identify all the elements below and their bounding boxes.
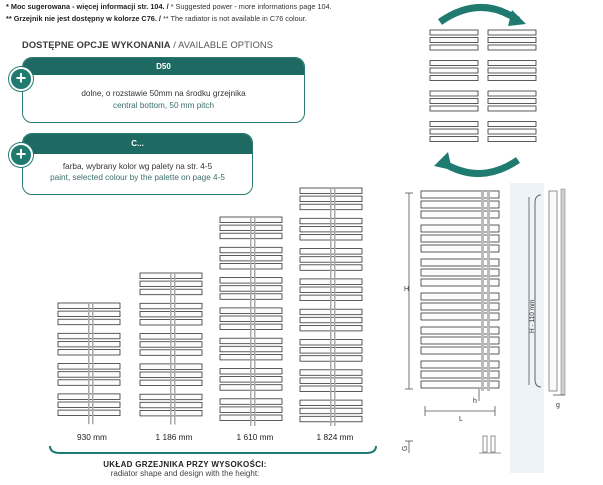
layout-caption-pl: UKŁAD GRZEJNIKA PRZY WYSOKOŚCI: (103, 460, 267, 469)
radiator-collector (174, 273, 176, 425)
rotation-bar-left (430, 91, 478, 96)
rotation-bar-right (488, 68, 536, 73)
note-suggested-power-en: * Suggested power - more informations page 104. (170, 2, 332, 11)
note-colour-availability (6, 14, 307, 23)
rotation-bar-right (488, 129, 536, 134)
options-heading-en: AVAILABLE OPTIONS (178, 40, 274, 50)
heights-bracket (48, 444, 378, 458)
height-label-1824: 1 824 mm (316, 432, 354, 442)
rotation-bar-right (488, 61, 536, 66)
radiator-shape-3 (220, 217, 282, 426)
rotation-bar-left (430, 122, 478, 127)
rotation-bar-right (488, 99, 536, 104)
height-label-1186: 1 186 mm (155, 432, 193, 442)
height-label-1610: 1 610 mm (236, 432, 274, 442)
rotation-bar-left (430, 38, 478, 43)
radiator-collector (254, 217, 256, 426)
radiator-collector (330, 188, 332, 426)
rotation-bar-right (488, 30, 536, 35)
option-description-pl-d50: dolne, o rozstawie 50mm na środku grzejnika (81, 89, 246, 98)
note-suggested-power (6, 2, 332, 11)
rotation-bar-left (430, 106, 478, 111)
radiator-collector (88, 303, 90, 424)
rotation-radiator-bars (430, 30, 536, 142)
options-heading-pl: DOSTĘPNE OPCJE WYKONANIA (22, 40, 171, 50)
radiator-shape-2 (140, 273, 202, 425)
rotation-bar-left (430, 30, 478, 35)
plus-icon[interactable]: + (9, 67, 33, 91)
rotation-bar-right (488, 122, 536, 127)
rotation-bar-left (430, 129, 478, 134)
layout-caption (0, 460, 370, 478)
side-view-panel (549, 191, 557, 391)
option-description-en-d50: central bottom, 50 mm pitch (112, 101, 215, 110)
radiator-collector (334, 188, 336, 426)
rotation-bar-right (488, 76, 536, 81)
rotation-bar-left (430, 61, 478, 66)
note-colour-availability-en: ** The radiator is not available in C76 colour. (162, 14, 307, 23)
radiator-shape-4 (300, 188, 362, 426)
radiator-collector (250, 217, 252, 426)
dimension-g: g (556, 402, 560, 409)
dimension-H: H (404, 286, 410, 293)
radiator-heights-diagram (50, 180, 390, 430)
rotation-bar-left (430, 68, 478, 73)
dimension-G: G (402, 445, 409, 451)
height-label-930: 930 mm (77, 432, 107, 442)
rotation-bar-left (430, 99, 478, 104)
layout-caption-en: radiator shape and design with the height: (110, 469, 260, 478)
options-heading-sep: / (170, 40, 179, 50)
dimension-H-minus-110: H - 110 mm (529, 299, 536, 333)
option-description-pl-colour: farba, wybrany kolor wg palety na str. 4-5 (62, 162, 213, 171)
rotation-bar-right (488, 45, 536, 50)
rotation-bar-right (488, 137, 536, 142)
radiator-collector (170, 273, 172, 425)
rotation-illustration (418, 0, 548, 185)
rotate-arrow-top-icon (440, 7, 518, 22)
note-colour-availability-pl: ** Grzejnik nie jest dostępny w kolorze C76. / (6, 14, 161, 23)
option-card-d50 (22, 57, 305, 123)
option-description-en-colour: paint, selected colour by the palette on page 4-5 (50, 173, 225, 182)
rotation-bar-left (430, 45, 478, 50)
technical-drawing (395, 183, 600, 483)
dimension-h: h (473, 398, 477, 405)
radiator-collector (92, 303, 94, 424)
radiator-shape-1 (58, 303, 120, 424)
option-code-colour: C... (23, 134, 252, 154)
note-suggested-power-pl: * Moc sugerowana - więcej informacji str. 104. / (6, 2, 169, 11)
plus-icon[interactable]: + (9, 143, 33, 167)
rotation-bar-left (430, 137, 478, 142)
options-heading (22, 40, 273, 50)
rotation-bar-right (488, 91, 536, 96)
rotation-bar-left (430, 76, 478, 81)
rotate-arrow-bottom-icon (442, 160, 518, 174)
dimension-L: L (459, 416, 463, 423)
option-code-d50: D50 (23, 58, 304, 75)
rotation-bar-right (488, 106, 536, 111)
rotation-bar-right (488, 38, 536, 43)
